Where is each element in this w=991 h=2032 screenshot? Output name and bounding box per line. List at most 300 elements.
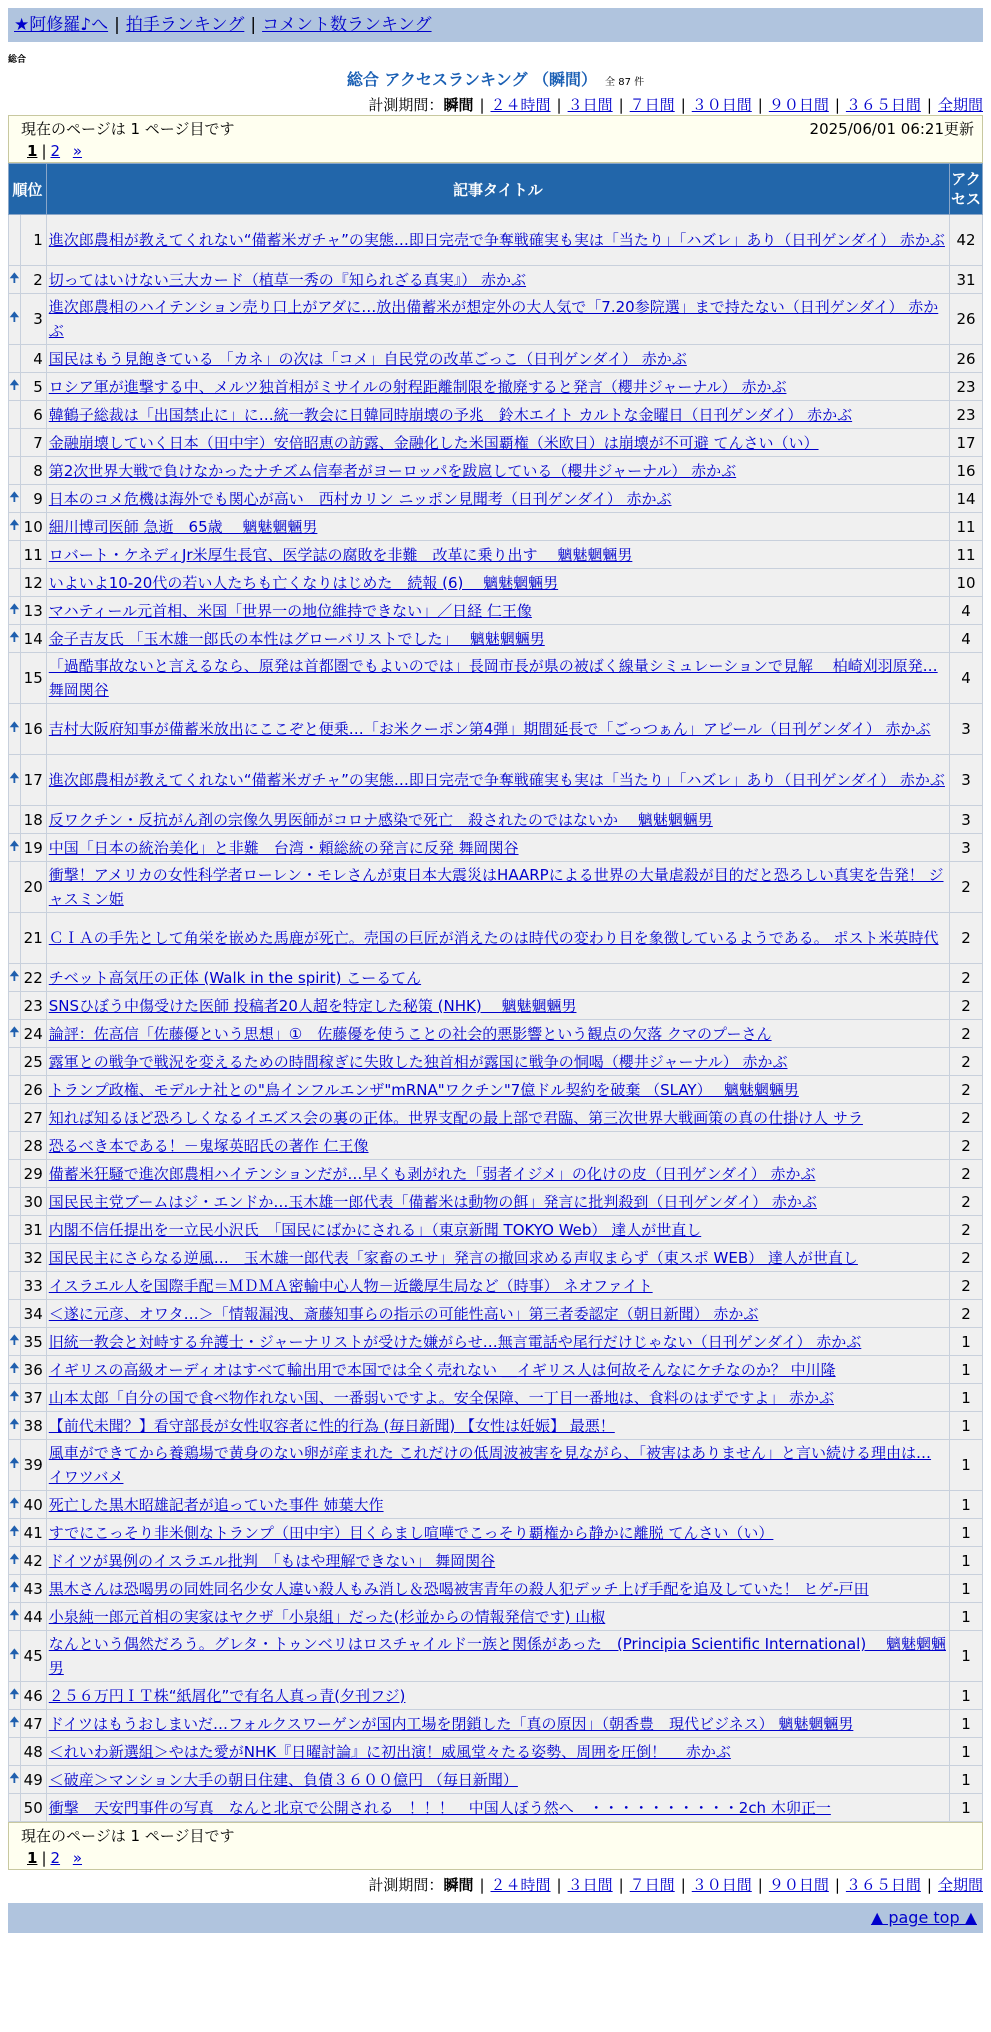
rank-change-cell <box>9 1631 21 1682</box>
period-link[interactable]: ７日間 <box>629 1876 675 1894</box>
access-count: 1 <box>950 1794 983 1822</box>
rank-number: 5 <box>20 373 46 401</box>
article-title-cell <box>46 457 949 485</box>
table-row <box>9 913 983 964</box>
access-count: 2 <box>950 1132 983 1160</box>
access-count: 23 <box>950 401 983 429</box>
access-count: 14 <box>950 485 983 513</box>
article-title-cell <box>46 266 949 294</box>
article-title-link[interactable]: ロバート・ケネディJr米厚生長官、医学誌の腐敗を非難 改革に乗り出す 魑魅魍魎男 <box>48 545 633 564</box>
article-title-link[interactable]: 小泉純一郎元首相の実家はヤクザ「小泉組」だった(杉並からの情報発信です) 山椒 <box>48 1607 606 1626</box>
page-title: 総合 アクセスランキング （瞬間） <box>346 70 598 89</box>
article-title-link[interactable]: 韓鶴子総裁は「出国禁止に」に…統一教会に日韓同時崩壊の予兆 鈴木エイト カルトな金曜日（日刊ゲンダイ） 赤かぶ <box>48 405 853 424</box>
rank-change-cell <box>9 1076 21 1104</box>
table-row <box>9 1491 983 1519</box>
rank-change-cell <box>9 513 21 541</box>
header-rank: 順位 <box>9 164 47 215</box>
article-title-cell <box>46 401 949 429</box>
pager-separator: | <box>41 142 47 160</box>
article-title-cell <box>46 1519 949 1547</box>
table-row <box>9 625 983 653</box>
period-link[interactable]: ３日間 <box>567 96 613 114</box>
rank-change-cell <box>9 345 21 373</box>
access-count: 3 <box>950 834 983 862</box>
article-title-link[interactable]: すでにこっそり非米側なトランプ（田中宇）目くらまし喧嘩でこっそり覇権から静かに離脱 てんさい（い） <box>48 1523 774 1542</box>
table-row <box>9 1440 983 1491</box>
rank-change-cell <box>9 1491 21 1519</box>
access-count: 42 <box>950 215 983 266</box>
total-count: 全 87 件 <box>605 77 645 88</box>
article-title-cell <box>46 1188 949 1216</box>
article-title-link[interactable]: 衝撃 天安門事件の写真 なんと北京で公開される ！！！ 中国人ぼう然へ ・・・・・・・・・・2ch 木卯正一 <box>48 1798 831 1817</box>
article-title-cell <box>46 513 949 541</box>
rank-change-cell <box>9 1384 21 1412</box>
period-separator: | <box>618 96 624 114</box>
current-page-text-bottom: 現在のページは 1 ページ目です <box>21 1827 235 1845</box>
rank-change-cell <box>9 964 21 992</box>
table-row <box>9 1188 983 1216</box>
table-row <box>9 1160 983 1188</box>
arrow-up-icon: 🠉 <box>9 270 20 286</box>
rank-number: 14 <box>20 625 46 653</box>
access-count: 1 <box>950 1491 983 1519</box>
rank-number: 19 <box>20 834 46 862</box>
rank-change-cell <box>9 401 21 429</box>
access-count: 26 <box>950 345 983 373</box>
rank-change-cell <box>9 597 21 625</box>
access-count: 11 <box>950 541 983 569</box>
article-title-cell <box>46 1328 949 1356</box>
article-title-cell <box>46 1412 949 1440</box>
access-count: 1 <box>950 1575 983 1603</box>
pager-space <box>64 142 69 160</box>
table-row <box>9 806 983 834</box>
rank-number: 7 <box>20 429 46 457</box>
period-link[interactable]: ２４時間 <box>490 1876 551 1894</box>
arrow-up-icon: 🠉 <box>9 968 20 984</box>
article-title-cell <box>46 541 949 569</box>
table-row <box>9 1328 983 1356</box>
article-title-link[interactable]: チベット高気圧の正体 (Walk in the spirit) こーるてん <box>48 968 422 987</box>
access-count: 4 <box>950 625 983 653</box>
arrow-up-icon: 🠉 <box>9 629 20 645</box>
article-title-link[interactable]: ＜破産＞マンション大手の朝日住建、負債３６００億円 （毎日新聞） <box>48 1770 518 1789</box>
rank-change-cell <box>9 834 21 862</box>
article-title-link[interactable]: 国民民主党ブームはジ・エンドか…玉木雄一郎代表「備蓄米は動物の餌」発言に批判殺到（日刊ゲンダイ） 赤かぶ <box>48 1192 817 1211</box>
arrow-up-icon: 🠉 <box>9 1607 20 1623</box>
access-count: 23 <box>950 373 983 401</box>
arrow-up-icon: 🠉 <box>9 720 20 735</box>
article-title-cell <box>46 1547 949 1575</box>
article-title-link[interactable]: 旧統一教会と対峙する弁護士・ジャーナリストが受けた嫌がらせ…無言電話や尾行だけじゃない（日刊ゲンダイ） 赤かぶ <box>48 1332 862 1351</box>
article-title-link[interactable]: 黒木さんは恐喝男の同姓同名少女人違い殺人もみ消し＆恐喝被害青年の殺人犯デッチ上げ手配を追及していた！ ヒゲ-戸田 <box>48 1579 869 1598</box>
article-title-cell <box>46 485 949 513</box>
article-title-link[interactable]: 進次郎農相が教えてくれない“備蓄米ガチャ”の実態…即日完売で争奪戦確実も実は「当たり」「ハズレ」あり（日刊ゲンダイ） 赤かぶ <box>48 771 945 789</box>
article-title-link[interactable]: 第2次世界大戦で負けなかったナチズム信奉者がヨーロッパを跋扈している（櫻井ジャーナル） 赤かぶ <box>48 461 737 480</box>
rank-number: 9 <box>20 485 46 513</box>
article-title-link[interactable]: ＜遂に元彦、オワタ…＞「情報漏洩、斎藤知事らの指示の可能性高い」第三者委認定（朝日新聞） 赤かぶ <box>48 1304 759 1323</box>
table-row <box>9 992 983 1020</box>
arrow-up-icon: 🠉 <box>9 1523 20 1539</box>
arrow-up-icon: 🠉 <box>9 489 20 505</box>
article-title-link[interactable]: トランプ政権、モデルナ社との"鳥インフルエンザ"mRNA"ワクチン"7億ドル契約を破棄 （SLAY） 魑魅魍魎男 <box>48 1080 799 1099</box>
article-title-cell <box>46 597 949 625</box>
rank-number: 13 <box>20 597 46 625</box>
article-title-link[interactable]: 論評：佐高信「佐藤優という思想」① 佐藤優を使うことの社会的悪影響という観点の欠落 クマのプーさん <box>48 1024 772 1043</box>
access-count: 1 <box>950 1547 983 1575</box>
table-row <box>9 569 983 597</box>
period-link[interactable]: ３０日間 <box>691 96 752 114</box>
rank-number: 22 <box>20 964 46 992</box>
page-title-row <box>8 67 983 90</box>
table-row <box>9 1412 983 1440</box>
rank-number: 37 <box>20 1384 46 1412</box>
arrow-up-icon: 🠉 <box>9 1456 20 1471</box>
pager-page-link[interactable]: 2 <box>50 1849 61 1867</box>
period-link[interactable]: ３６５日間 <box>845 96 921 114</box>
arrow-up-icon: 🠉 <box>9 1770 20 1786</box>
table-row <box>9 1104 983 1132</box>
access-count: 2 <box>950 913 983 964</box>
table-row <box>9 1020 983 1048</box>
rank-change-cell <box>9 625 21 653</box>
article-title-link[interactable]: 中国「日本の統治美化」と非難 台湾・頼総統の発言に反発 舞岡関谷 <box>48 838 519 857</box>
table-row <box>9 862 983 913</box>
article-title-cell <box>46 373 949 401</box>
access-count: 4 <box>950 597 983 625</box>
article-title-link[interactable]: 反ワクチン・反抗がん剤の宗像久男医師がコロナ感染で死亡 殺されたのではないか 魑魅魍魎男 <box>48 810 713 829</box>
pager-top <box>21 140 974 162</box>
table-row <box>9 401 983 429</box>
table-row <box>9 1766 983 1794</box>
article-title-link[interactable]: ２５６万円ＩＴ株“紙屑化”で有名人真っ青(夕刊フジ) <box>48 1686 406 1705</box>
arrow-up-icon: 🠉 <box>9 1024 20 1040</box>
table-row <box>9 1794 983 1822</box>
period-link[interactable]: 全期間 <box>937 1876 983 1894</box>
period-separator: | <box>680 96 686 114</box>
period-link[interactable]: ９０日間 <box>768 1876 829 1894</box>
period-link[interactable]: ７日間 <box>629 96 675 114</box>
rank-number: 4 <box>20 345 46 373</box>
article-title-link[interactable]: イギリスの高級オーディオはすべて輸出用で本国では全く売れない ＿イギリス人は何故そんなにケチなのか？ 中川隆 <box>48 1360 836 1379</box>
article-title-link[interactable]: ドイツが異例のイスラエル批判 「もはや理解できない」 舞岡関谷 <box>48 1551 496 1570</box>
access-count: 2 <box>950 1104 983 1132</box>
article-title-link[interactable]: 内閣不信任提出を一立民小沢氏 「国民にばかにされる」（東京新聞 TOKYO Web） 達人が世直し <box>48 1220 702 1239</box>
article-title-cell <box>46 653 949 704</box>
rank-change-cell <box>9 704 21 755</box>
rank-number: 26 <box>20 1076 46 1104</box>
period-current: 瞬間 <box>443 96 474 114</box>
article-title-cell <box>46 1160 949 1188</box>
rank-change-cell <box>9 1356 21 1384</box>
period-link[interactable]: ３日間 <box>567 1876 613 1894</box>
section-label: 総合 <box>8 55 27 65</box>
article-title-link[interactable]: 「過酷事故ないと言えるなら、原発は首都圏でもよいのでは」長岡市長が県の被ばく線量シミュレーションで見解 柏崎刈羽原発… 舞岡関谷 <box>48 657 938 699</box>
rank-change-cell <box>9 294 21 345</box>
table-row <box>9 345 983 373</box>
article-title-link[interactable]: 露軍との戦争で戦況を変えるための時間稼ぎに失敗した独首相が露国に戦争の恫喝（櫻井ジャーナル） 赤かぶ <box>48 1052 788 1071</box>
current-page-text: 現在のページは 1 ページ目です <box>21 120 235 138</box>
period-separator: | <box>834 1876 840 1894</box>
article-title-link[interactable]: ＣＩＡの手先として角栄を嵌めた馬鹿が死亡。売国の巨匠が消えたのは時代の変わり目を象徴しているようである。 ポスト米英時代 <box>48 929 939 947</box>
rank-number: 11 <box>20 541 46 569</box>
article-title-link[interactable]: SNSひぼう中傷受けた医師 投稿者20人超を特定した秘策 (NHK) 魑魅魍魎男 <box>48 996 577 1015</box>
period-current: 瞬間 <box>443 1876 474 1894</box>
access-count: 1 <box>950 1603 983 1631</box>
rank-change-cell <box>9 1519 21 1547</box>
access-count: 2 <box>950 1048 983 1076</box>
table-row <box>9 1631 983 1682</box>
nav-separator: | <box>250 15 257 35</box>
rank-change-cell <box>9 1547 21 1575</box>
rank-number: 28 <box>20 1132 46 1160</box>
article-title-link[interactable]: マハティール元首相、米国「世界一の地位維持できない」／日経 仁王像 <box>48 601 532 620</box>
table-row <box>9 1710 983 1738</box>
pager-next-link[interactable]: » <box>72 142 83 160</box>
article-title-link[interactable]: ＜れいわ新選組＞やはた愛がNHK『日曜討論』に初出演！威風堂々たる姿勢、周囲を圧倒！ 赤かぶ <box>48 1742 731 1761</box>
access-count: 11 <box>950 513 983 541</box>
period-separator: | <box>556 96 562 114</box>
article-title-link[interactable]: 金子吉友氏 「玉木雄一郎氏の本性はグローバリストでした」 魑魅魍魎男 <box>48 629 545 648</box>
access-count: 16 <box>950 457 983 485</box>
period-link[interactable]: ３０日間 <box>691 1876 752 1894</box>
top-nav <box>8 8 983 42</box>
arrow-up-icon: 🠉 <box>9 1714 20 1730</box>
rank-number: 45 <box>20 1631 46 1682</box>
page-info-bottom <box>8 1822 983 1870</box>
rank-change-cell <box>9 1412 21 1440</box>
article-title-cell <box>46 1603 949 1631</box>
article-title-cell <box>46 1020 949 1048</box>
article-title-link[interactable]: 恐るべき本である！－鬼塚英昭氏の著作 仁王像 <box>48 1136 369 1155</box>
article-title-link[interactable]: 進次郎農相のハイテンション売り口上がアダに…放出備蓄米が想定外の大人気で「7.20参院選」まで持たない（日刊ゲンダイ） 赤かぶ <box>48 298 939 340</box>
access-count: 1 <box>950 1328 983 1356</box>
rank-number: 40 <box>20 1491 46 1519</box>
period-separator: | <box>757 96 763 114</box>
article-title-cell <box>46 1272 949 1300</box>
article-title-cell <box>46 1076 949 1104</box>
table-row <box>9 373 983 401</box>
table-row <box>9 755 983 806</box>
nav-separator: | <box>114 15 120 35</box>
access-count: 1 <box>950 1710 983 1738</box>
access-count: 2 <box>950 862 983 913</box>
period-separator: | <box>926 1876 932 1894</box>
access-count: 2 <box>950 992 983 1020</box>
access-count: 1 <box>950 1631 983 1682</box>
access-count: 3 <box>950 704 983 755</box>
rank-number: 50 <box>20 1794 46 1822</box>
table-row <box>9 1547 983 1575</box>
rank-number: 49 <box>20 1766 46 1794</box>
article-title-cell <box>46 964 949 992</box>
table-row <box>9 1244 983 1272</box>
article-title-link[interactable]: 国民民主にさらなる逆風… 玉木雄一郎代表「家畜のエサ」発言の撤回求める声収まらず（東スポ WEB） 達人が世直し <box>48 1248 858 1267</box>
access-count: 3 <box>950 806 983 834</box>
table-row <box>9 704 983 755</box>
ranking-table <box>8 163 983 1822</box>
article-title-link[interactable]: なんという偶然だろう。グレタ・トゥンベリはロスチャイルド一族と関係があった (Principia Scientific International) 魑魅魍魎男 <box>48 1635 946 1677</box>
article-title-link[interactable]: 山本太郎「自分の国で食べ物作れない国、一番弱いですよ。安全保障、一丁目一番地は、食料のはずですよ」 赤かぶ <box>48 1388 834 1407</box>
article-title-link[interactable]: 国民はもう見飽きている 「カネ」の次は「コメ」自民党の改革ごっこ（日刊ゲンダイ） 赤かぶ <box>48 349 687 368</box>
rank-change-cell <box>9 1104 21 1132</box>
article-title-link[interactable]: 【前代未聞？】看守部長が女性収容者に性的行為 (毎日新聞) 【女性は妊娠】 最悪！ <box>48 1416 615 1435</box>
article-title-link[interactable]: 備蓄米狂騒で進次郎農相ハイテンションだが…早くも剥がれた「弱者イジメ」の化けの皮（日刊ゲンダイ） 赤かぶ <box>48 1164 816 1183</box>
article-title-link[interactable]: 細川博司医師 急逝 65歳 魑魅魍魎男 <box>48 517 318 536</box>
arrow-up-icon: 🠉 <box>9 1388 20 1404</box>
rank-number: 21 <box>20 913 46 964</box>
article-title-cell <box>46 1575 949 1603</box>
rank-change-cell <box>9 913 21 964</box>
rank-number: 30 <box>20 1188 46 1216</box>
rank-change-cell <box>9 1766 21 1794</box>
rank-number: 3 <box>20 294 46 345</box>
rank-number: 23 <box>20 992 46 1020</box>
pager-current-page: 1 <box>27 1849 38 1867</box>
header-title: 記事タイトル <box>46 164 949 215</box>
rank-change-cell <box>9 569 21 597</box>
period-link[interactable]: 全期間 <box>937 96 983 114</box>
comment-ranking-link[interactable]: コメント数ランキング <box>262 15 432 35</box>
access-count: 2 <box>950 1076 983 1104</box>
pager-bottom <box>21 1847 974 1869</box>
article-title-link[interactable]: 知れば知るほど恐ろしくなるイエズス会の裏の正体。世界支配の最上部で君臨、第三次世界大戦画策の真の仕掛け人 サラ <box>48 1108 863 1127</box>
table-row <box>9 1384 983 1412</box>
article-title-link[interactable]: 死亡した黒木昭雄記者が追っていた事件 姉葉大作 <box>48 1495 384 1514</box>
rank-number: 6 <box>20 401 46 429</box>
access-count: 10 <box>950 569 983 597</box>
access-count: 2 <box>950 1216 983 1244</box>
access-count: 2 <box>950 1188 983 1216</box>
arrow-up-icon: 🠉 <box>9 1686 20 1702</box>
arrow-up-icon: 🠉 <box>9 1647 20 1662</box>
article-title-link[interactable]: 進次郎農相が教えてくれない“備蓄米ガチャ”の実態…即日完売で争奪戦確実も実は「当たり」「ハズレ」あり（日刊ゲンダイ） 赤かぶ <box>48 231 945 249</box>
article-title-cell <box>46 625 949 653</box>
article-title-link[interactable]: 衝撃！アメリカの女性科学者ローレン・モレさんが東日本大震災はHAARPによる世界の大量虐殺が目的だと恐ろしい真実を告発！ ジャスミン姫 <box>48 866 944 908</box>
period-selector-top <box>8 94 983 115</box>
pager-page-link[interactable]: 2 <box>50 142 61 160</box>
rank-change-cell <box>9 1272 21 1300</box>
period-label: 計測期間： <box>368 96 444 114</box>
arrow-up-icon: 🠉 <box>9 1495 20 1511</box>
article-title-link[interactable]: 切ってはいけない三大カード（植草一秀の『知られざる真実』） 赤かぶ <box>48 270 527 289</box>
rank-change-cell <box>9 1575 21 1603</box>
table-row <box>9 1575 983 1603</box>
article-title-link[interactable]: 金融崩壊していく日本（田中宇）安倍昭恵の訪露、金融化した米国覇権（米欧日）は崩壊が不可避 てんさい（い） <box>48 433 819 452</box>
article-title-link[interactable]: 吉村大阪府知事が備蓄米放出にここぞと便乗…「お米クーポン第4弾」期間延長で「ごっつぁん」アピール（日刊ゲンダイ） 赤かぶ <box>48 720 931 738</box>
article-title-cell <box>46 569 949 597</box>
access-count: 1 <box>950 1766 983 1794</box>
table-row <box>9 1356 983 1384</box>
table-row <box>9 429 983 457</box>
article-title-cell <box>46 429 949 457</box>
period-label: 計測期間： <box>368 1876 444 1894</box>
rank-number: 41 <box>20 1519 46 1547</box>
access-count: 2 <box>950 1020 983 1048</box>
rank-number: 48 <box>20 1738 46 1766</box>
table-row <box>9 1519 983 1547</box>
article-title-cell <box>46 704 949 755</box>
period-selector-bottom <box>8 1874 983 1895</box>
access-count: 26 <box>950 294 983 345</box>
pager-next-link[interactable]: » <box>72 1849 83 1867</box>
rank-number: 18 <box>20 806 46 834</box>
article-title-link[interactable]: イスラエル人を国際手配＝ＭＤＭＡ密輸中心人物－近畿厚生局など（時事） ネオファイト <box>48 1276 653 1295</box>
rank-change-cell <box>9 373 21 401</box>
rank-number: 36 <box>20 1356 46 1384</box>
article-title-link[interactable]: 風車ができてから養鶏場で黄身のない卵が産まれた これだけの低周波被害を見ながら、「被害はありません」と言い続ける理由は… イワツバメ <box>48 1444 932 1486</box>
bottom-bar <box>8 1903 983 1933</box>
rank-change-cell <box>9 1328 21 1356</box>
table-row <box>9 513 983 541</box>
access-count: 17 <box>950 429 983 457</box>
article-title-cell <box>46 294 949 345</box>
access-count: 31 <box>950 266 983 294</box>
period-link[interactable]: ９０日間 <box>768 96 829 114</box>
table-row <box>9 215 983 266</box>
table-row <box>9 1272 983 1300</box>
rank-change-cell <box>9 653 21 704</box>
article-title-cell <box>46 1631 949 1682</box>
table-row <box>9 1048 983 1076</box>
access-count: 1 <box>950 1682 983 1710</box>
rank-number: 47 <box>20 1710 46 1738</box>
rank-change-cell <box>9 485 21 513</box>
rank-change-cell <box>9 1160 21 1188</box>
table-row <box>9 597 983 625</box>
period-link[interactable]: ２４時間 <box>490 96 551 114</box>
article-title-link[interactable]: いよいよ10-20代の若い人たちも亡くなりはじめた 続報 (6) 魑魅魍魎男 <box>48 573 559 592</box>
period-separator: | <box>680 1876 686 1894</box>
rank-change-cell <box>9 1710 21 1738</box>
rank-change-cell <box>9 215 21 266</box>
header-count: アクセス <box>950 164 983 215</box>
article-title-link[interactable]: ドイツはもうおしまいだ…フォルクスワーゲンが国内工場を閉鎖した「真の原因」（朝香豊 現代ビジネス） 魑魅魍魎男 <box>48 1714 854 1733</box>
access-count: 2 <box>950 1160 983 1188</box>
rank-number: 44 <box>20 1603 46 1631</box>
ranking-table-body <box>9 215 983 1822</box>
table-row <box>9 1738 983 1766</box>
access-count: 1 <box>950 1440 983 1491</box>
table-row <box>9 834 983 862</box>
article-title-link[interactable]: ロシア軍が進撃する中、メルツ独首相がミサイルの射程距離制限を撤廃すると発言（櫻井ジャーナル） 赤かぶ <box>48 377 787 396</box>
period-separator: | <box>757 1876 763 1894</box>
rank-number: 34 <box>20 1300 46 1328</box>
rank-change-cell <box>9 1794 21 1822</box>
period-link[interactable]: ３６５日間 <box>845 1876 921 1894</box>
article-title-cell <box>46 1682 949 1710</box>
applause-ranking-link[interactable]: 拍手ランキング <box>125 15 245 35</box>
table-row <box>9 1603 983 1631</box>
rank-change-cell <box>9 429 21 457</box>
rank-change-cell <box>9 1603 21 1631</box>
rank-change-cell <box>9 862 21 913</box>
home-link[interactable]: ★阿修羅♪へ <box>14 15 109 35</box>
period-separator: | <box>479 1876 485 1894</box>
rank-number: 15 <box>20 653 46 704</box>
rank-change-cell <box>9 541 21 569</box>
rank-change-cell <box>9 806 21 834</box>
page-info-top <box>8 115 983 163</box>
rank-change-cell <box>9 1682 21 1710</box>
page-top-link[interactable]: ▲ page top ▲ <box>870 1908 977 1927</box>
article-title-link[interactable]: 日本のコメ危機は海外でも関心が高い 西村カリン ニッポン見聞考（日刊ゲンダイ） 赤かぶ <box>48 489 672 508</box>
arrow-up-icon: 🠉 <box>9 310 20 325</box>
rank-change-cell <box>9 1216 21 1244</box>
access-count: 1 <box>950 1356 983 1384</box>
rank-change-cell <box>9 1244 21 1272</box>
rank-number: 16 <box>20 704 46 755</box>
